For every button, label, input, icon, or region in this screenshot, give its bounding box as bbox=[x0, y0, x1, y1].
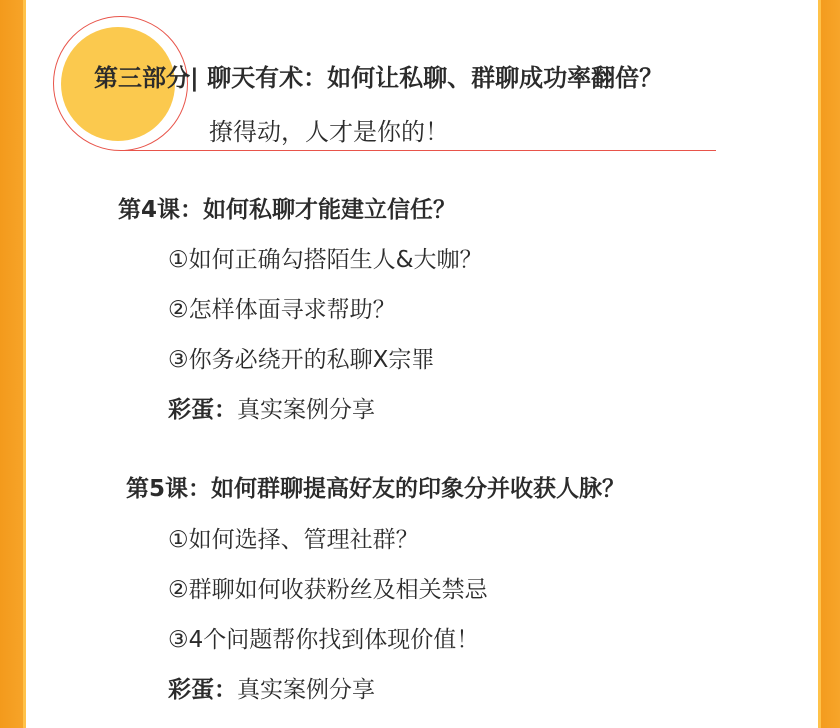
bonus-line bbox=[168, 671, 375, 704]
bonus-text: 真实案例分享 bbox=[237, 397, 375, 423]
bonus-label: 彩蛋： bbox=[168, 397, 237, 423]
header-underline bbox=[120, 150, 716, 151]
lesson-item: ③4个问题帮你找到体现价值！ bbox=[168, 627, 480, 653]
bonus-label: 彩蛋： bbox=[168, 677, 237, 703]
lesson-item: ①如何选择、管理社群？ bbox=[168, 527, 419, 553]
lesson-title: 第5课：如何群聊提高好友的印象分并收获人脉？ bbox=[126, 476, 626, 502]
bonus-text: 真实案例分享 bbox=[237, 677, 375, 703]
lesson-item: ②怎样体面寻求帮助？ bbox=[168, 297, 396, 323]
section-title: 第三部分| 聊天有术：如何让私聊、群聊成功率翻倍？ bbox=[94, 64, 664, 92]
bonus-line bbox=[168, 391, 375, 424]
section-subtitle: 撩得动，人才是你的！ bbox=[209, 118, 449, 146]
section-header bbox=[0, 0, 840, 170]
lesson-item: ①如何正确勾搭陌生人&大咖？ bbox=[168, 247, 483, 273]
lesson-item: ②群聊如何收获粉丝及相关禁忌 bbox=[168, 577, 488, 603]
lesson-title: 第4课：如何私聊才能建立信任？ bbox=[118, 197, 457, 223]
lesson-item: ③你务必绕开的私聊X宗罪 bbox=[168, 347, 435, 373]
